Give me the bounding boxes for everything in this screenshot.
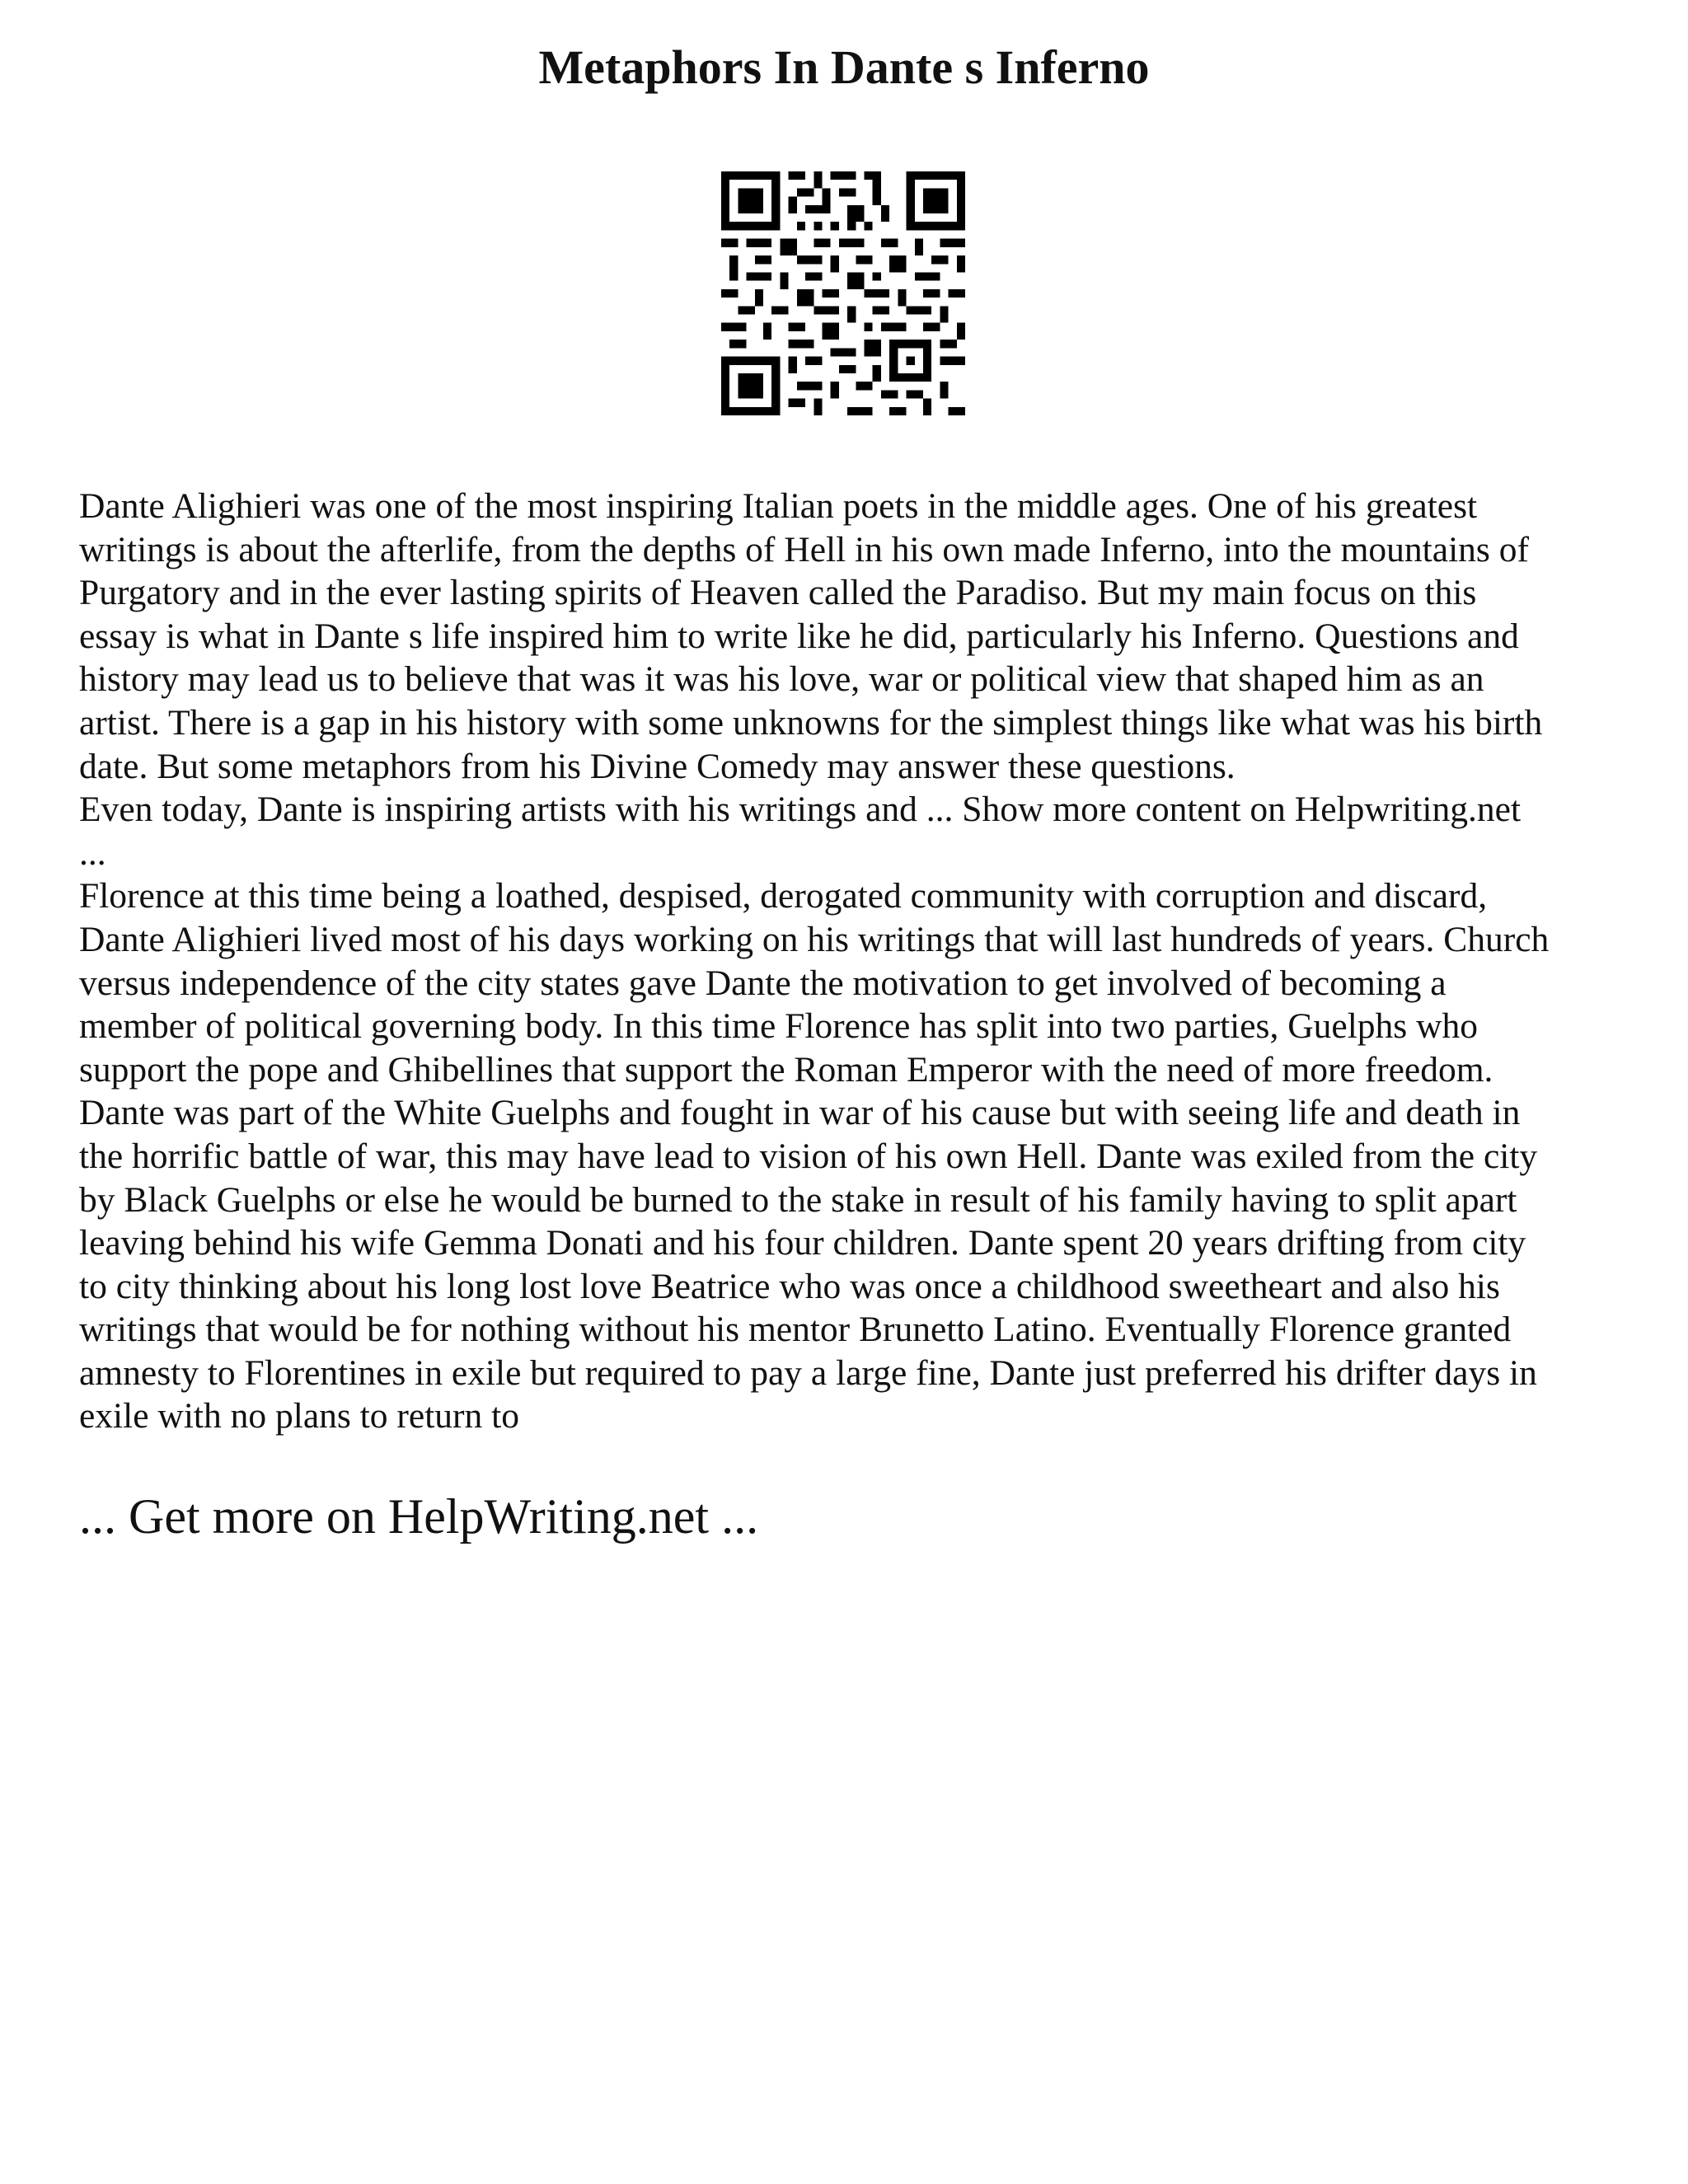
- body-line: Purgatory and in the ever lasting spirits of Heaven called the Paradiso. But my main focus on this: [79, 573, 1477, 613]
- body-line: Dante Alighieri was one of the most inspiring Italian poets in the middle ages. One of his greatest: [79, 486, 1478, 526]
- body-line: date. But some metaphors from his Divine Comedy may answer these questions.: [79, 746, 1236, 786]
- body-line: exile with no plans to return to: [79, 1396, 519, 1436]
- essay-body: [79, 485, 1629, 1438]
- body-line: essay is what in Dante s life inspired him to write like he did, particularly his Inferno. Questions and: [79, 616, 1519, 656]
- get-more-link[interactable]: ... Get more on HelpWriting.net ...: [79, 1489, 759, 1544]
- body-line: by Black Guelphs or else he would be burned to the stake in result of his family having to split apart: [79, 1179, 1517, 1220]
- body-line: Dante was part of the White Guelphs and fought in war of his cause but with seeing life and death in: [79, 1093, 1521, 1133]
- page-title: Metaphors In Dante s Inferno: [538, 40, 1150, 94]
- body-line: history may lead us to believe that was it was his love, war or political view that shaped him as an: [79, 659, 1484, 700]
- body-line: member of political governing body. In this time Florence has split into two parties, Guelphs who: [79, 1006, 1479, 1047]
- body-line: ...: [79, 832, 106, 873]
- body-line: Dante Alighieri lived most of his days working on his writings that will last hundreds of years. Church: [79, 919, 1550, 959]
- qr-code-icon: [721, 171, 965, 415]
- body-line: support the pope and Ghibellines that support the Roman Emperor with the need of more freedom.: [79, 1049, 1493, 1090]
- body-line: Florence at this time being a loathed, despised, derogated community with corruption and discard,: [79, 876, 1488, 916]
- body-line: to city thinking about his long lost love Beatrice who was once a childhood sweetheart and also his: [79, 1266, 1500, 1306]
- show-more-line[interactable]: Even today, Dante is inspiring artists with his writings and ... Show more content on Helpwriting.net: [79, 790, 1522, 830]
- body-line: amnesty to Florentines in exile but required to pay a large fine, Dante just preferred his drifter days in: [79, 1352, 1537, 1393]
- body-line: artist. There is a gap in his history with some unknowns for the simplest things like what was his birth: [79, 702, 1543, 743]
- body-line: versus independence of the city states gave Dante the motivation to get involved of becoming a: [79, 963, 1447, 1003]
- body-line: leaving behind his wife Gemma Donati and his four children. Dante spent 20 years drifting from city: [79, 1223, 1526, 1263]
- body-line: writings is about the afterlife, from the depths of Hell in his own made Inferno, into the mountains of: [79, 529, 1529, 569]
- body-line: writings that would be for nothing without his mentor Brunetto Latino. Eventually Florence granted: [79, 1310, 1512, 1350]
- body-line: the horrific battle of war, this may have lead to vision of his own Hell. Dante was exiled from the city: [79, 1136, 1538, 1176]
